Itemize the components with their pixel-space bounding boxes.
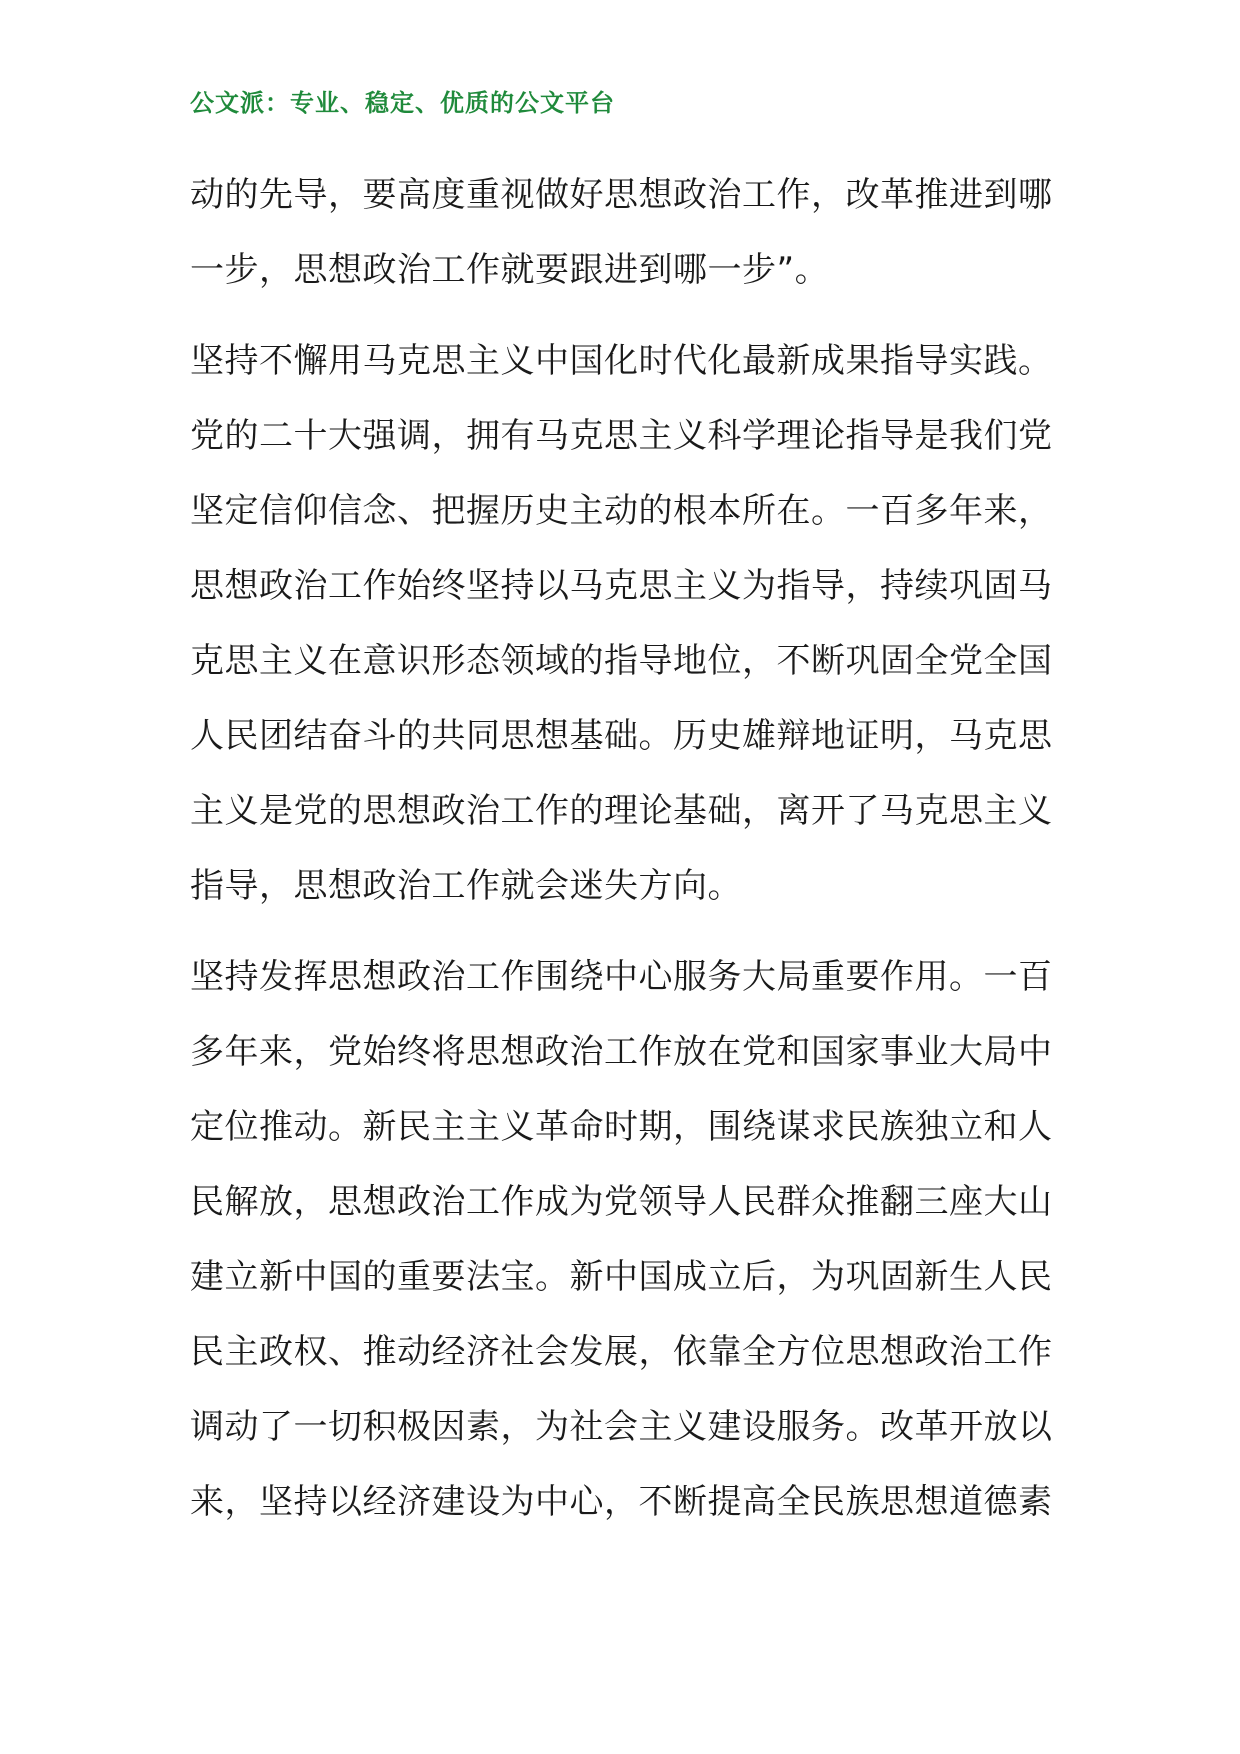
paragraph-gap — [190, 308, 1070, 324]
text-line: 克思主义在意识形态领域的指导地位，不断巩固全党全国 — [190, 641, 1053, 681]
text-line: 多年来，党始终将思想政治工作放在党和国家事业大局中 — [190, 1032, 1053, 1072]
text-line: 人民团结奋斗的共同思想基础。历史雄辩地证明，马克思 — [190, 716, 1053, 756]
paragraph-1 — [190, 158, 1070, 308]
text-line: 指导，思想政治工作就会迷失方向。 — [190, 866, 742, 906]
paragraph-3 — [190, 940, 1070, 1540]
text-line: 民解放，思想政治工作成为党领导人民群众推翻三座大山 — [190, 1182, 1053, 1222]
paragraph-gap — [190, 924, 1070, 940]
text-line: 坚定信仰信念、把握历史主动的根本所在。一百多年来， — [190, 491, 1053, 531]
text-line: 定位推动。新民主主义革命时期，围绕谋求民族独立和人 — [190, 1107, 1053, 1147]
header-banner: 公文派：专业、稳定、优质的公文平台 — [190, 89, 615, 117]
text-line: 坚持发挥思想政治工作围绕中心服务大局重要作用。一百 — [190, 957, 1053, 997]
text-line: 建立新中国的重要法宝。新中国成立后，为巩固新生人民 — [190, 1257, 1053, 1297]
text-line: 动的先导，要高度重视做好思想政治工作，改革推进到哪 — [190, 175, 1053, 215]
paragraph-2 — [190, 324, 1070, 924]
text-line: 调动了一切积极因素，为社会主义建设服务。改革开放以 — [190, 1407, 1053, 1447]
text-line: 党的二十大强调，拥有马克思主义科学理论指导是我们党 — [190, 416, 1053, 456]
text-line: 主义是党的思想政治工作的理论基础，离开了马克思主义 — [190, 791, 1053, 831]
text-line: 一步，思想政治工作就要跟进到哪一步”。 — [190, 250, 830, 290]
text-line: 来，坚持以经济建设为中心，不断提高全民族思想道德素 — [190, 1482, 1053, 1522]
text-line: 民主政权、推动经济社会发展，依靠全方位思想政治工作 — [190, 1332, 1053, 1372]
text-line: 坚持不懈用马克思主义中国化时代化最新成果指导实践。 — [190, 341, 1053, 381]
text-line: 思想政治工作始终坚持以马克思主义为指导，持续巩固马 — [190, 566, 1053, 606]
document-body — [190, 158, 1070, 1540]
